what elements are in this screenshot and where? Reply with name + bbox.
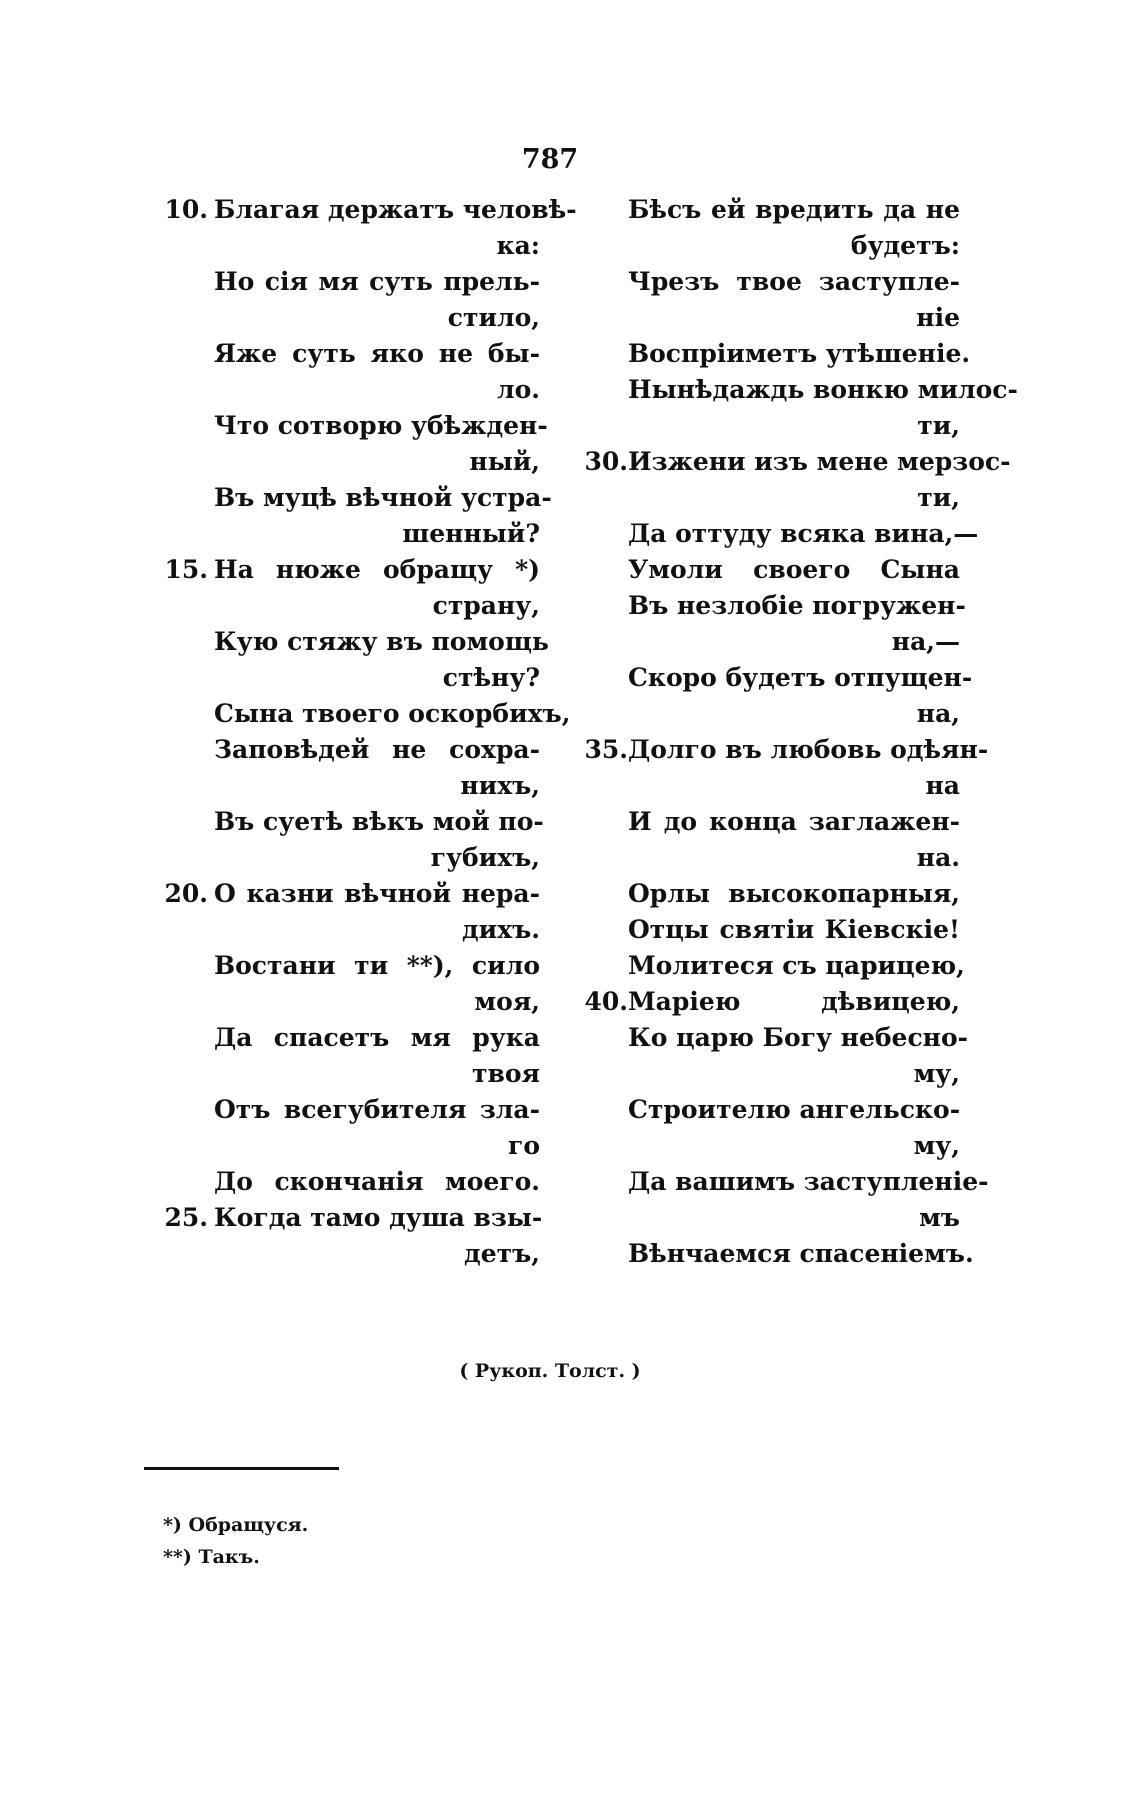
- verse-text: Вѣнчаемся спасеніемъ.: [628, 1239, 974, 1268]
- verse-line: [570, 408, 960, 444]
- verse-line: [150, 1236, 540, 1272]
- verse-text: Когда тамо душа взы-: [214, 1203, 543, 1232]
- verse-line: [150, 516, 540, 552]
- verse-line: [150, 660, 540, 696]
- verse-text: ка:: [496, 231, 540, 260]
- verse-text: Отъ всегубителя зла-: [214, 1095, 540, 1124]
- verse-text: Сына твоего оскорбихъ,: [214, 699, 571, 728]
- verse-text: стило,: [447, 303, 540, 332]
- verse-line: [570, 1020, 969, 1056]
- verse-text: Умоли своего Сына: [628, 555, 960, 584]
- verse-line: [150, 732, 540, 768]
- verse-text: твоя: [471, 1059, 540, 1088]
- verse-line: [570, 300, 960, 336]
- footnote-rule: [144, 1467, 339, 1470]
- verse-line: [150, 552, 540, 588]
- verse-number: 15.: [164, 555, 208, 584]
- verse-text: Въ муцѣ вѣчной устра-: [214, 483, 552, 512]
- verse-text: Маріею дѣвицею,: [628, 987, 960, 1016]
- verse-number: 20.: [164, 879, 208, 908]
- verse-line: [150, 876, 540, 912]
- verse-text: ти,: [917, 411, 960, 440]
- verse-line: [570, 1200, 960, 1236]
- verse-text: на,: [916, 699, 960, 728]
- verse-text: будетъ:: [850, 231, 960, 260]
- left-column: [150, 192, 577, 1272]
- verse-line: [150, 408, 548, 444]
- verse-line: [570, 696, 960, 732]
- verse-line: [570, 1056, 960, 1092]
- verse-text: Заповѣдей не сохра-: [214, 735, 540, 764]
- verse-line: [570, 768, 960, 804]
- verse-text: ло.: [496, 375, 540, 404]
- verse-text: Скоро будетъ отпущен-: [628, 663, 973, 692]
- verse-line: [150, 228, 540, 264]
- verse-text: Въ незлобіе погружен-: [628, 591, 966, 620]
- verse-line: [570, 1128, 960, 1164]
- verse-text: му,: [913, 1059, 960, 1088]
- verse-line: [150, 1200, 543, 1236]
- verse-text: го: [508, 1131, 540, 1160]
- verse-text: И до конца заглажен-: [628, 807, 960, 836]
- verse-text: Благая держатъ человѣ-: [214, 195, 577, 224]
- verse-text: Ко царю Богу небесно-: [628, 1023, 969, 1052]
- verse-text: Въ суетѣ вѣкъ мой по-: [214, 807, 544, 836]
- verse-line: [570, 552, 960, 588]
- verse-text: дихъ.: [462, 915, 540, 944]
- verse-line: [150, 1056, 540, 1092]
- verse-text: нихъ,: [460, 771, 540, 800]
- verse-line: [570, 264, 960, 300]
- verse-line: [570, 660, 973, 696]
- verse-text: О казни вѣчной нера-: [214, 879, 540, 908]
- verse-line: [150, 624, 549, 660]
- verse-number: 25.: [164, 1203, 208, 1232]
- verse-line: [570, 336, 971, 372]
- verse-line: [150, 948, 540, 984]
- verse-text: му,: [913, 1131, 960, 1160]
- verse-line: [150, 912, 540, 948]
- verse-text: Чрезъ твое заступле-: [628, 267, 960, 296]
- verse-text: Кую стяжу въ помощь: [214, 627, 549, 656]
- verse-text: ти,: [917, 483, 960, 512]
- verse-line: [570, 912, 960, 948]
- verse-text: Что сотворю убѣжден-: [214, 411, 548, 440]
- verse-line: [570, 984, 960, 1020]
- verse-line: [150, 984, 540, 1020]
- verse-text: стѣну?: [442, 663, 540, 692]
- verse-line: [570, 516, 979, 552]
- verse-line: [570, 1164, 989, 1200]
- verse-line: [570, 804, 960, 840]
- verse-text: Молитеся съ царицею,: [628, 951, 965, 980]
- verse-text: на.: [916, 843, 960, 872]
- footnote-1: *) Обращуся.: [163, 1514, 309, 1536]
- verse-line: [150, 696, 571, 732]
- verse-text: на: [925, 771, 960, 800]
- verse-line: [150, 1092, 540, 1128]
- verse-line: [570, 1236, 974, 1272]
- verse-text: ніе: [916, 303, 960, 332]
- verse-line: [150, 372, 540, 408]
- verse-line: [150, 804, 544, 840]
- verse-text: Да спасетъ мя рука: [214, 1023, 540, 1052]
- verse-text: Да оттуду всяка вина,—: [628, 519, 979, 548]
- verse-number: 35.: [584, 735, 628, 764]
- verse-line: [570, 444, 1011, 480]
- verse-line: [150, 1020, 540, 1056]
- verse-line: [150, 336, 540, 372]
- verse-text: Да вашимъ заступленіе-: [628, 1167, 989, 1196]
- verse-text: мъ: [919, 1203, 960, 1232]
- verse-line: [150, 588, 540, 624]
- verse-text: губихъ,: [430, 843, 540, 872]
- verse-line: [150, 444, 540, 480]
- verse-line: [150, 300, 540, 336]
- source-note: ( Рукоп. Толст. ): [459, 1360, 641, 1382]
- verse-text: моя,: [474, 987, 540, 1016]
- verse-line: [150, 264, 540, 300]
- verse-text: Нынѣдаждь вонкю милос-: [628, 375, 1018, 404]
- verse-text: Отцы святіи Кіевскіе!: [628, 915, 960, 944]
- verse-line: [570, 372, 1018, 408]
- verse-text: Орлы высокопарныя,: [628, 879, 960, 908]
- right-column: [570, 192, 1018, 1272]
- verse-text: страну,: [432, 591, 540, 620]
- verse-number: 10.: [164, 195, 208, 224]
- verse-text: ный,: [469, 447, 540, 476]
- verse-line: [150, 480, 552, 516]
- verse-text: Строителю ангельско-: [628, 1095, 961, 1124]
- footnote-2: **) Такъ.: [163, 1546, 260, 1568]
- verse-text: Но сія мя суть прель-: [214, 267, 540, 296]
- verse-line: [150, 840, 540, 876]
- verse-line: [150, 192, 577, 228]
- verse-text: шенный?: [402, 519, 540, 548]
- verse-text: Изжени изъ мене мерзос-: [628, 447, 1011, 476]
- verse-line: [570, 876, 960, 912]
- verse-text: на,—: [891, 627, 960, 656]
- verse-text: На нюже обращу *): [214, 555, 540, 584]
- verse-line: [150, 768, 540, 804]
- verse-text: Яже суть яко не бы-: [214, 339, 540, 368]
- verse-text: До скончанія моего.: [214, 1167, 540, 1196]
- verse-number: 30.: [584, 447, 628, 476]
- page-number: 787: [521, 144, 579, 175]
- verse-line: [150, 1164, 540, 1200]
- verse-line: [570, 624, 960, 660]
- verse-line: [570, 948, 965, 984]
- verse-line: [570, 228, 960, 264]
- verse-line: [570, 840, 960, 876]
- verse-text: детъ,: [464, 1239, 540, 1268]
- verse-text: Бѣсъ ей вредить да не: [628, 195, 960, 224]
- verse-line: [570, 1092, 960, 1128]
- verse-line: [150, 1128, 540, 1164]
- verse-text: Востани ти **), сило: [214, 951, 540, 980]
- verse-text: Долго въ любовь одѣян-: [628, 735, 989, 764]
- verse-line: [570, 588, 966, 624]
- verse-text: Воспріиметъ утѣшеніе.: [628, 339, 971, 368]
- verse-line: [570, 480, 960, 516]
- verse-line: [570, 192, 960, 228]
- verse-number: 40.: [584, 987, 628, 1016]
- verse-line: [570, 732, 989, 768]
